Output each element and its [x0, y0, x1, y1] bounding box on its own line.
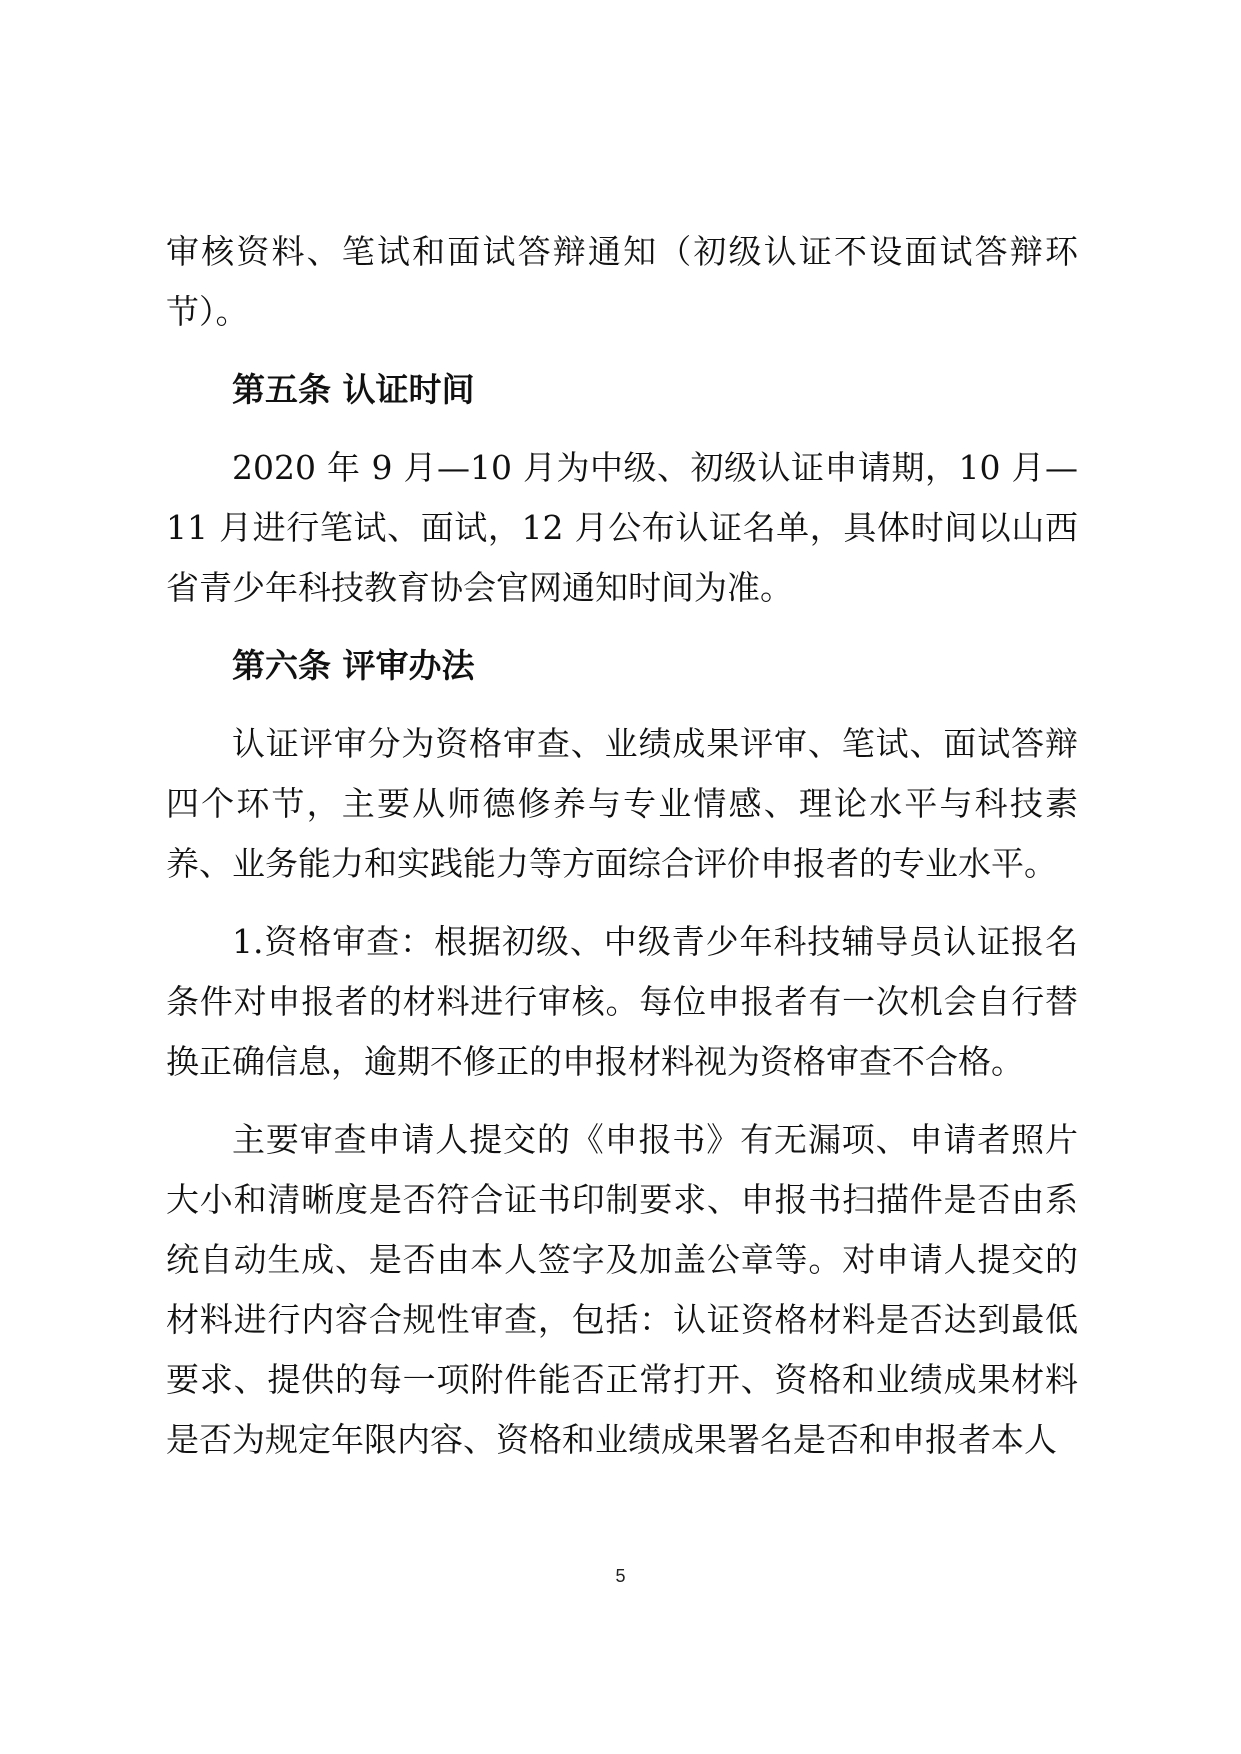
- paragraph-certification-time: 2020 年 9 月—10 月为中级、初级认证申请期，10 月—11 月进行笔试、面试，12 月公布认证名单，具体时间以山西省青少年科技教育协会官网通知时间为准。: [166, 448, 1078, 607]
- heading-article-6: 第六条 评审办法: [232, 646, 475, 685]
- paragraph-review-method: 认证评审分为资格审查、业绩成果评审、笔试、面试答辩四个环节，主要从师德修养与专业情感、理论水平与科技素养、业务能力和实践能力等方面综合评价申报者的专业水平。: [166, 724, 1078, 883]
- paragraph-qualification-review: 1.资格审查：根据初级、中级青少年科技辅导员认证报名条件对申报者的材料进行审核。每位申报者有一次机会自行替换正确信息，逾期不修正的申报材料视为资格审查不合格。: [166, 922, 1078, 1081]
- paragraph-notice-continuation: 审核资料、笔试和面试答辩通知（初级认证不设面试答辩环节）。: [166, 232, 1078, 331]
- heading-article-5: 第五条 认证时间: [232, 370, 475, 409]
- page-number: 5: [615, 1566, 626, 1586]
- document-body: [166, 222, 1078, 1488]
- paragraph-review-details: 主要审查申请人提交的《申报书》有无漏项、申请者照片大小和清晰度是否符合证书印制要求、申报书扫描件是否由系统自动生成、是否由本人签字及加盖公章等。对申请人提交的材料进行内容合规性审查，包括：认证资格材料是否达到最低要求、提供的每一项附件能否正常打开、资格和业绩成果材料是否为规定年限内容、资格和业绩成果署名是否和申报者本人: [166, 1120, 1078, 1459]
